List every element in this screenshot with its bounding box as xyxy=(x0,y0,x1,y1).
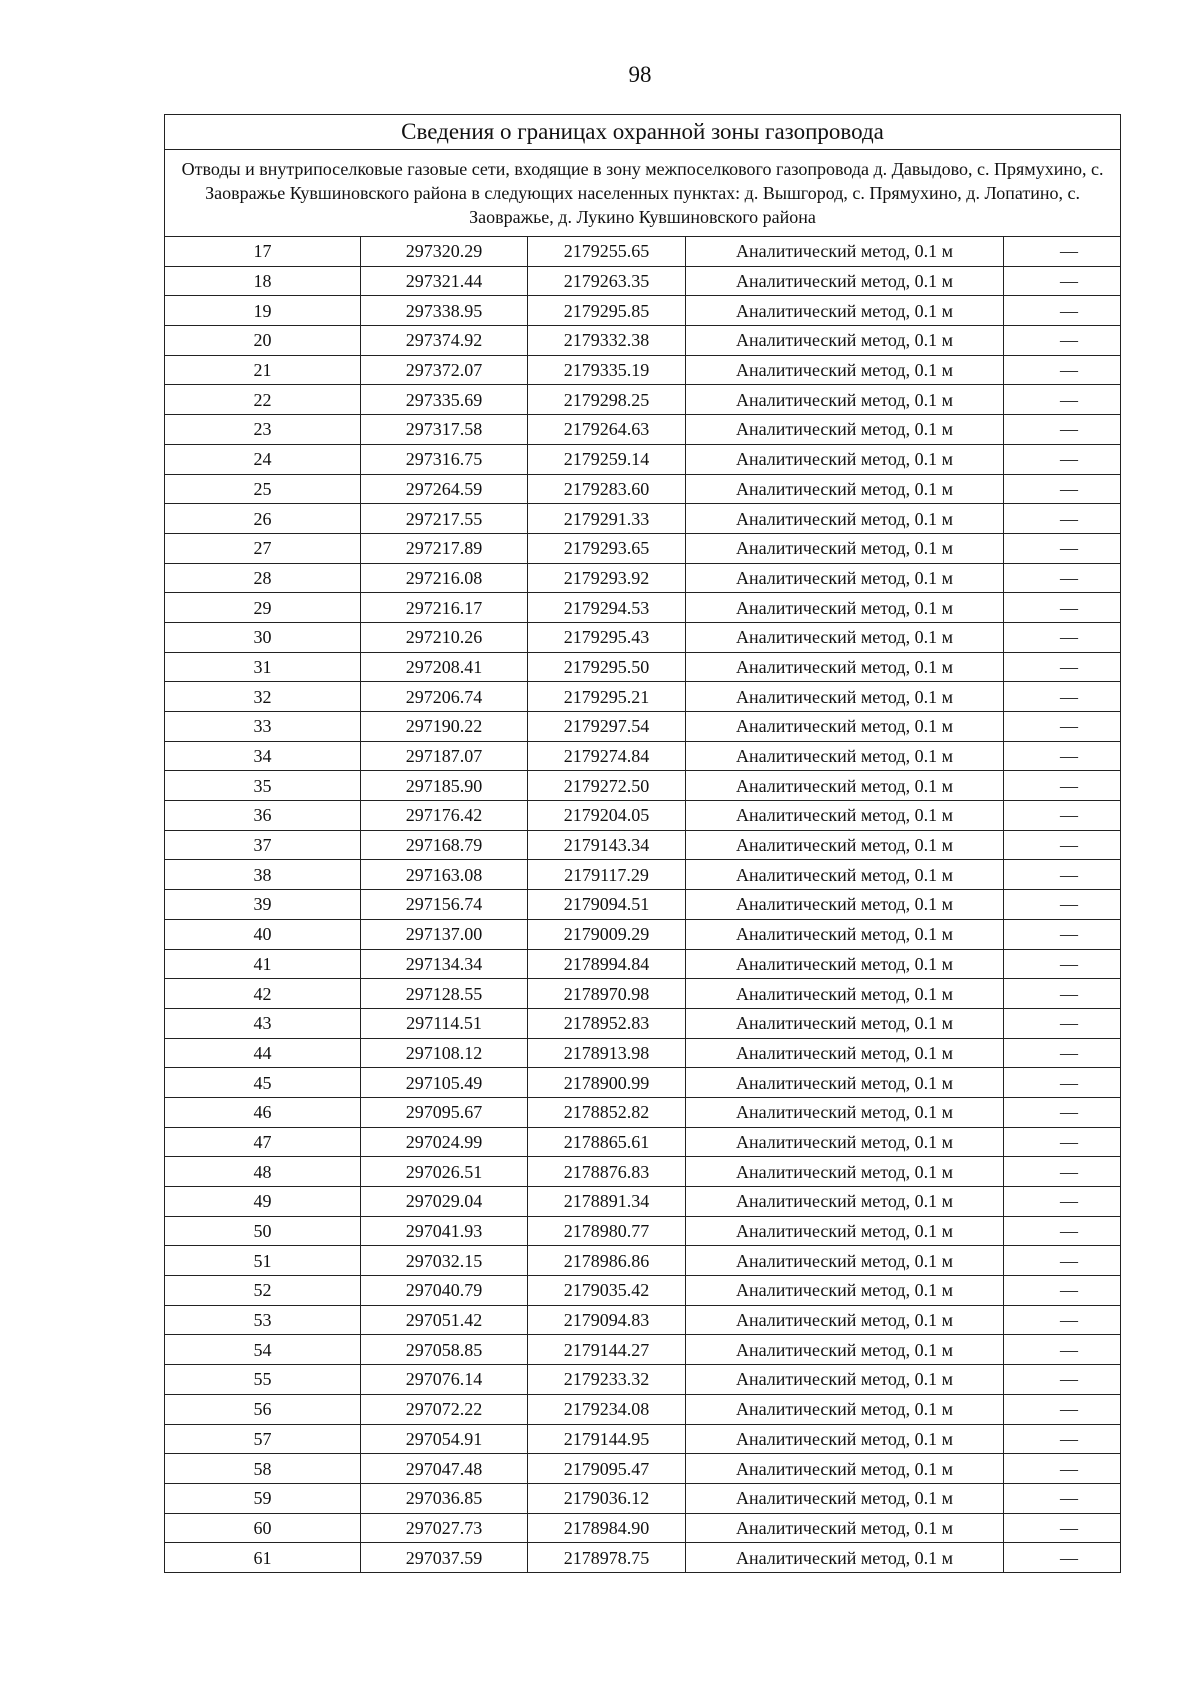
method-cell: Аналитический метод, 0.1 м xyxy=(686,1424,1004,1454)
table-row xyxy=(165,1394,1121,1424)
point-number-cell: 34 xyxy=(165,741,361,771)
coordinate-x-cell: 297335.69 xyxy=(361,385,528,415)
coordinate-x-cell: 297264.59 xyxy=(361,474,528,504)
coordinate-y-cell: 2179332.38 xyxy=(528,326,686,356)
coordinate-y-cell: 2179009.29 xyxy=(528,919,686,949)
point-number-cell: 48 xyxy=(165,1157,361,1187)
method-cell: Аналитический метод, 0.1 м xyxy=(686,1246,1004,1276)
coordinate-x-cell: 297037.59 xyxy=(361,1543,528,1573)
note-cell: — xyxy=(1004,1127,1121,1157)
note-cell: — xyxy=(1004,771,1121,801)
table-row xyxy=(165,533,1121,563)
coordinate-y-cell: 2179272.50 xyxy=(528,771,686,801)
note-cell: — xyxy=(1004,652,1121,682)
note-cell: — xyxy=(1004,237,1121,267)
table-row xyxy=(165,1365,1121,1395)
coordinate-x-cell: 297027.73 xyxy=(361,1513,528,1543)
point-number-cell: 38 xyxy=(165,860,361,890)
method-cell: Аналитический метод, 0.1 м xyxy=(686,1216,1004,1246)
coordinate-x-cell: 297128.55 xyxy=(361,979,528,1009)
table-row xyxy=(165,1127,1121,1157)
method-cell: Аналитический метод, 0.1 м xyxy=(686,1394,1004,1424)
table-row xyxy=(165,890,1121,920)
coordinate-y-cell: 2178978.75 xyxy=(528,1543,686,1573)
table-row xyxy=(165,237,1121,267)
note-cell: — xyxy=(1004,1305,1121,1335)
table-row xyxy=(165,1454,1121,1484)
point-number-cell: 56 xyxy=(165,1394,361,1424)
point-number-cell: 60 xyxy=(165,1513,361,1543)
table-row xyxy=(165,622,1121,652)
method-cell: Аналитический метод, 0.1 м xyxy=(686,771,1004,801)
note-cell: — xyxy=(1004,266,1121,296)
method-cell: Аналитический метод, 0.1 м xyxy=(686,1513,1004,1543)
coordinate-x-cell: 297190.22 xyxy=(361,712,528,742)
method-cell: Аналитический метод, 0.1 м xyxy=(686,1335,1004,1365)
coordinate-x-cell: 297176.42 xyxy=(361,801,528,831)
coordinate-y-cell: 2178994.84 xyxy=(528,949,686,979)
coordinate-y-cell: 2179295.43 xyxy=(528,622,686,652)
table-subtitle: Отводы и внутрипоселковые газовые сети, входящие в зону межпоселкового газопровода д. Давыдово, с. Прямухино, с. Заовражье Кувшиновского района в следующих населенных пунктах: д. Вышгород, с. Прямухино, д. Лопатино, с. Заовражье, д. Лукино Кувшиновского района xyxy=(165,150,1121,237)
coordinate-y-cell: 2178891.34 xyxy=(528,1187,686,1217)
point-number-cell: 39 xyxy=(165,890,361,920)
method-cell: Аналитический метод, 0.1 м xyxy=(686,830,1004,860)
note-cell: — xyxy=(1004,1276,1121,1306)
note-cell: — xyxy=(1004,1365,1121,1395)
method-cell: Аналитический метод, 0.1 м xyxy=(686,860,1004,890)
coordinate-y-cell: 2179274.84 xyxy=(528,741,686,771)
table-title-row xyxy=(165,115,1121,150)
point-number-cell: 54 xyxy=(165,1335,361,1365)
method-cell: Аналитический метод, 0.1 м xyxy=(686,504,1004,534)
table-row xyxy=(165,860,1121,890)
point-number-cell: 45 xyxy=(165,1068,361,1098)
coordinate-x-cell: 297058.85 xyxy=(361,1335,528,1365)
table-row xyxy=(165,1097,1121,1127)
point-number-cell: 24 xyxy=(165,444,361,474)
note-cell: — xyxy=(1004,1038,1121,1068)
note-cell: — xyxy=(1004,622,1121,652)
coordinate-x-cell: 297163.08 xyxy=(361,860,528,890)
page-number: 98 xyxy=(628,62,652,87)
point-number-cell: 29 xyxy=(165,593,361,623)
note-cell: — xyxy=(1004,296,1121,326)
note-cell: — xyxy=(1004,1513,1121,1543)
table-row xyxy=(165,504,1121,534)
point-number-cell: 59 xyxy=(165,1483,361,1513)
method-cell: Аналитический метод, 0.1 м xyxy=(686,296,1004,326)
coordinate-y-cell: 2179293.65 xyxy=(528,533,686,563)
method-cell: Аналитический метод, 0.1 м xyxy=(686,1187,1004,1217)
table-row xyxy=(165,296,1121,326)
point-number-cell: 44 xyxy=(165,1038,361,1068)
point-number-cell: 53 xyxy=(165,1305,361,1335)
point-number-cell: 41 xyxy=(165,949,361,979)
point-number-cell: 33 xyxy=(165,712,361,742)
coordinate-y-cell: 2179335.19 xyxy=(528,355,686,385)
method-cell: Аналитический метод, 0.1 м xyxy=(686,979,1004,1009)
coordinate-y-cell: 2179298.25 xyxy=(528,385,686,415)
method-cell: Аналитический метод, 0.1 м xyxy=(686,326,1004,356)
note-cell: — xyxy=(1004,593,1121,623)
point-number-cell: 17 xyxy=(165,237,361,267)
table-row xyxy=(165,1246,1121,1276)
table-row xyxy=(165,949,1121,979)
note-cell: — xyxy=(1004,949,1121,979)
coordinate-y-cell: 2179144.95 xyxy=(528,1424,686,1454)
point-number-cell: 27 xyxy=(165,533,361,563)
coordinate-x-cell: 297076.14 xyxy=(361,1365,528,1395)
coordinate-y-cell: 2179234.08 xyxy=(528,1394,686,1424)
table-row xyxy=(165,326,1121,356)
coordinate-y-cell: 2179094.83 xyxy=(528,1305,686,1335)
table-row xyxy=(165,771,1121,801)
coordinate-y-cell: 2178852.82 xyxy=(528,1097,686,1127)
point-number-cell: 28 xyxy=(165,563,361,593)
note-cell: — xyxy=(1004,979,1121,1009)
coordinate-x-cell: 297316.75 xyxy=(361,444,528,474)
coordinate-x-cell: 297321.44 xyxy=(361,266,528,296)
point-number-cell: 26 xyxy=(165,504,361,534)
coordinate-x-cell: 297217.55 xyxy=(361,504,528,534)
table-row xyxy=(165,385,1121,415)
note-cell: — xyxy=(1004,326,1121,356)
note-cell: — xyxy=(1004,385,1121,415)
method-cell: Аналитический метод, 0.1 м xyxy=(686,1127,1004,1157)
coordinate-y-cell: 2179293.92 xyxy=(528,563,686,593)
method-cell: Аналитический метод, 0.1 м xyxy=(686,622,1004,652)
method-cell: Аналитический метод, 0.1 м xyxy=(686,1276,1004,1306)
table-row xyxy=(165,444,1121,474)
method-cell: Аналитический метод, 0.1 м xyxy=(686,237,1004,267)
method-cell: Аналитический метод, 0.1 м xyxy=(686,1008,1004,1038)
method-cell: Аналитический метод, 0.1 м xyxy=(686,1038,1004,1068)
table-row xyxy=(165,355,1121,385)
coordinate-y-cell: 2178876.83 xyxy=(528,1157,686,1187)
note-cell: — xyxy=(1004,1216,1121,1246)
method-cell: Аналитический метод, 0.1 м xyxy=(686,474,1004,504)
coordinate-y-cell: 2178900.99 xyxy=(528,1068,686,1098)
coordinate-x-cell: 297156.74 xyxy=(361,890,528,920)
coordinate-x-cell: 297095.67 xyxy=(361,1097,528,1127)
method-cell: Аналитический метод, 0.1 м xyxy=(686,890,1004,920)
table-row xyxy=(165,415,1121,445)
coordinate-x-cell: 297054.91 xyxy=(361,1424,528,1454)
coordinate-x-cell: 297137.00 xyxy=(361,919,528,949)
table-row xyxy=(165,979,1121,1009)
coordinate-y-cell: 2178913.98 xyxy=(528,1038,686,1068)
coordinate-x-cell: 297217.89 xyxy=(361,533,528,563)
table-row xyxy=(165,1483,1121,1513)
coordinate-x-cell: 297320.29 xyxy=(361,237,528,267)
coordinate-y-cell: 2179095.47 xyxy=(528,1454,686,1484)
coordinate-y-cell: 2179144.27 xyxy=(528,1335,686,1365)
table-row xyxy=(165,1157,1121,1187)
point-number-cell: 21 xyxy=(165,355,361,385)
method-cell: Аналитический метод, 0.1 м xyxy=(686,1305,1004,1335)
coordinate-y-cell: 2179295.21 xyxy=(528,682,686,712)
table-row xyxy=(165,474,1121,504)
coordinate-y-cell: 2179117.29 xyxy=(528,860,686,890)
point-number-cell: 57 xyxy=(165,1424,361,1454)
table-row xyxy=(165,682,1121,712)
coordinate-y-cell: 2179036.12 xyxy=(528,1483,686,1513)
coordinate-y-cell: 2179259.14 xyxy=(528,444,686,474)
method-cell: Аналитический метод, 0.1 м xyxy=(686,1365,1004,1395)
table-row xyxy=(165,741,1121,771)
point-number-cell: 47 xyxy=(165,1127,361,1157)
coordinate-x-cell: 297374.92 xyxy=(361,326,528,356)
note-cell: — xyxy=(1004,415,1121,445)
coordinate-x-cell: 297216.08 xyxy=(361,563,528,593)
table-row xyxy=(165,1543,1121,1573)
coordinate-x-cell: 297029.04 xyxy=(361,1187,528,1217)
note-cell: — xyxy=(1004,1543,1121,1573)
note-cell: — xyxy=(1004,1008,1121,1038)
point-number-cell: 50 xyxy=(165,1216,361,1246)
coordinate-y-cell: 2178984.90 xyxy=(528,1513,686,1543)
table-row xyxy=(165,919,1121,949)
table-row xyxy=(165,652,1121,682)
coordinate-x-cell: 297168.79 xyxy=(361,830,528,860)
method-cell: Аналитический метод, 0.1 м xyxy=(686,266,1004,296)
table-row xyxy=(165,1335,1121,1365)
coordinate-y-cell: 2179291.33 xyxy=(528,504,686,534)
table-row xyxy=(165,266,1121,296)
table-row xyxy=(165,1068,1121,1098)
note-cell: — xyxy=(1004,474,1121,504)
point-number-cell: 46 xyxy=(165,1097,361,1127)
coordinate-x-cell: 297032.15 xyxy=(361,1246,528,1276)
boundary-table xyxy=(164,114,1121,1573)
coordinate-x-cell: 297114.51 xyxy=(361,1008,528,1038)
method-cell: Аналитический метод, 0.1 м xyxy=(686,1157,1004,1187)
method-cell: Аналитический метод, 0.1 м xyxy=(686,801,1004,831)
method-cell: Аналитический метод, 0.1 м xyxy=(686,1543,1004,1573)
point-number-cell: 20 xyxy=(165,326,361,356)
method-cell: Аналитический метод, 0.1 м xyxy=(686,1454,1004,1484)
coordinate-y-cell: 2179255.65 xyxy=(528,237,686,267)
coordinate-x-cell: 297372.07 xyxy=(361,355,528,385)
note-cell: — xyxy=(1004,801,1121,831)
note-cell: — xyxy=(1004,1424,1121,1454)
coordinate-x-cell: 297040.79 xyxy=(361,1276,528,1306)
coordinate-x-cell: 297216.17 xyxy=(361,593,528,623)
note-cell: — xyxy=(1004,1335,1121,1365)
coordinate-y-cell: 2179295.50 xyxy=(528,652,686,682)
point-number-cell: 37 xyxy=(165,830,361,860)
note-cell: — xyxy=(1004,1246,1121,1276)
note-cell: — xyxy=(1004,1097,1121,1127)
table-row xyxy=(165,1276,1121,1306)
table-row xyxy=(165,1216,1121,1246)
method-cell: Аналитический метод, 0.1 м xyxy=(686,919,1004,949)
table-row xyxy=(165,712,1121,742)
point-number-cell: 52 xyxy=(165,1276,361,1306)
coordinate-y-cell: 2179283.60 xyxy=(528,474,686,504)
note-cell: — xyxy=(1004,1454,1121,1484)
method-cell: Аналитический метод, 0.1 м xyxy=(686,563,1004,593)
note-cell: — xyxy=(1004,444,1121,474)
point-number-cell: 51 xyxy=(165,1246,361,1276)
note-cell: — xyxy=(1004,919,1121,949)
table-row xyxy=(165,1038,1121,1068)
point-number-cell: 22 xyxy=(165,385,361,415)
table-row xyxy=(165,1424,1121,1454)
coordinate-x-cell: 297051.42 xyxy=(361,1305,528,1335)
coordinate-x-cell: 297105.49 xyxy=(361,1068,528,1098)
note-cell: — xyxy=(1004,563,1121,593)
note-cell: — xyxy=(1004,860,1121,890)
coordinate-y-cell: 2178980.77 xyxy=(528,1216,686,1246)
note-cell: — xyxy=(1004,712,1121,742)
table-title: Сведения о границах охранной зоны газопровода xyxy=(165,115,1121,150)
method-cell: Аналитический метод, 0.1 м xyxy=(686,444,1004,474)
coordinate-x-cell: 297072.22 xyxy=(361,1394,528,1424)
point-number-cell: 42 xyxy=(165,979,361,1009)
table-row xyxy=(165,1008,1121,1038)
coordinate-x-cell: 297210.26 xyxy=(361,622,528,652)
coordinate-y-cell: 2179143.34 xyxy=(528,830,686,860)
note-cell: — xyxy=(1004,1483,1121,1513)
table-row xyxy=(165,1187,1121,1217)
coordinate-y-cell: 2178865.61 xyxy=(528,1127,686,1157)
coordinate-y-cell: 2178986.86 xyxy=(528,1246,686,1276)
coordinate-y-cell: 2179264.63 xyxy=(528,415,686,445)
coordinate-y-cell: 2179295.85 xyxy=(528,296,686,326)
table-subtitle-row xyxy=(165,150,1121,237)
coordinate-x-cell: 297047.48 xyxy=(361,1454,528,1484)
point-number-cell: 61 xyxy=(165,1543,361,1573)
note-cell: — xyxy=(1004,682,1121,712)
coordinate-x-cell: 297108.12 xyxy=(361,1038,528,1068)
coordinate-x-cell: 297185.90 xyxy=(361,771,528,801)
note-cell: — xyxy=(1004,741,1121,771)
coordinate-y-cell: 2179035.42 xyxy=(528,1276,686,1306)
note-cell: — xyxy=(1004,1394,1121,1424)
point-number-cell: 40 xyxy=(165,919,361,949)
table-row xyxy=(165,1513,1121,1543)
coordinate-x-cell: 297134.34 xyxy=(361,949,528,979)
point-number-cell: 32 xyxy=(165,682,361,712)
coordinate-x-cell: 297036.85 xyxy=(361,1483,528,1513)
coordinate-x-cell: 297206.74 xyxy=(361,682,528,712)
coordinate-y-cell: 2179297.54 xyxy=(528,712,686,742)
method-cell: Аналитический метод, 0.1 м xyxy=(686,712,1004,742)
coordinate-y-cell: 2178970.98 xyxy=(528,979,686,1009)
point-number-cell: 19 xyxy=(165,296,361,326)
point-number-cell: 35 xyxy=(165,771,361,801)
note-cell: — xyxy=(1004,355,1121,385)
note-cell: — xyxy=(1004,890,1121,920)
point-number-cell: 25 xyxy=(165,474,361,504)
method-cell: Аналитический метод, 0.1 м xyxy=(686,385,1004,415)
coordinate-x-cell: 297024.99 xyxy=(361,1127,528,1157)
coordinate-x-cell: 297338.95 xyxy=(361,296,528,326)
point-number-cell: 36 xyxy=(165,801,361,831)
point-number-cell: 49 xyxy=(165,1187,361,1217)
method-cell: Аналитический метод, 0.1 м xyxy=(686,652,1004,682)
table-row xyxy=(165,593,1121,623)
table-row xyxy=(165,830,1121,860)
method-cell: Аналитический метод, 0.1 м xyxy=(686,1483,1004,1513)
table-row xyxy=(165,801,1121,831)
method-cell: Аналитический метод, 0.1 м xyxy=(686,682,1004,712)
note-cell: — xyxy=(1004,1157,1121,1187)
coordinate-y-cell: 2178952.83 xyxy=(528,1008,686,1038)
note-cell: — xyxy=(1004,533,1121,563)
note-cell: — xyxy=(1004,1187,1121,1217)
point-number-cell: 58 xyxy=(165,1454,361,1484)
table-row xyxy=(165,1305,1121,1335)
coordinate-x-cell: 297041.93 xyxy=(361,1216,528,1246)
coordinate-y-cell: 2179204.05 xyxy=(528,801,686,831)
coordinate-x-cell: 297208.41 xyxy=(361,652,528,682)
point-number-cell: 43 xyxy=(165,1008,361,1038)
method-cell: Аналитический метод, 0.1 м xyxy=(686,1068,1004,1098)
point-number-cell: 30 xyxy=(165,622,361,652)
point-number-cell: 23 xyxy=(165,415,361,445)
coordinate-x-cell: 297187.07 xyxy=(361,741,528,771)
coordinate-x-cell: 297026.51 xyxy=(361,1157,528,1187)
table-row xyxy=(165,563,1121,593)
method-cell: Аналитический метод, 0.1 м xyxy=(686,533,1004,563)
method-cell: Аналитический метод, 0.1 м xyxy=(686,593,1004,623)
point-number-cell: 55 xyxy=(165,1365,361,1395)
method-cell: Аналитический метод, 0.1 м xyxy=(686,1097,1004,1127)
point-number-cell: 31 xyxy=(165,652,361,682)
method-cell: Аналитический метод, 0.1 м xyxy=(686,355,1004,385)
coordinate-y-cell: 2179233.32 xyxy=(528,1365,686,1395)
note-cell: — xyxy=(1004,830,1121,860)
method-cell: Аналитический метод, 0.1 м xyxy=(686,741,1004,771)
coordinate-y-cell: 2179294.53 xyxy=(528,593,686,623)
point-number-cell: 18 xyxy=(165,266,361,296)
coordinate-y-cell: 2179094.51 xyxy=(528,890,686,920)
coordinate-y-cell: 2179263.35 xyxy=(528,266,686,296)
note-cell: — xyxy=(1004,504,1121,534)
method-cell: Аналитический метод, 0.1 м xyxy=(686,949,1004,979)
method-cell: Аналитический метод, 0.1 м xyxy=(686,415,1004,445)
coordinate-x-cell: 297317.58 xyxy=(361,415,528,445)
note-cell: — xyxy=(1004,1068,1121,1098)
